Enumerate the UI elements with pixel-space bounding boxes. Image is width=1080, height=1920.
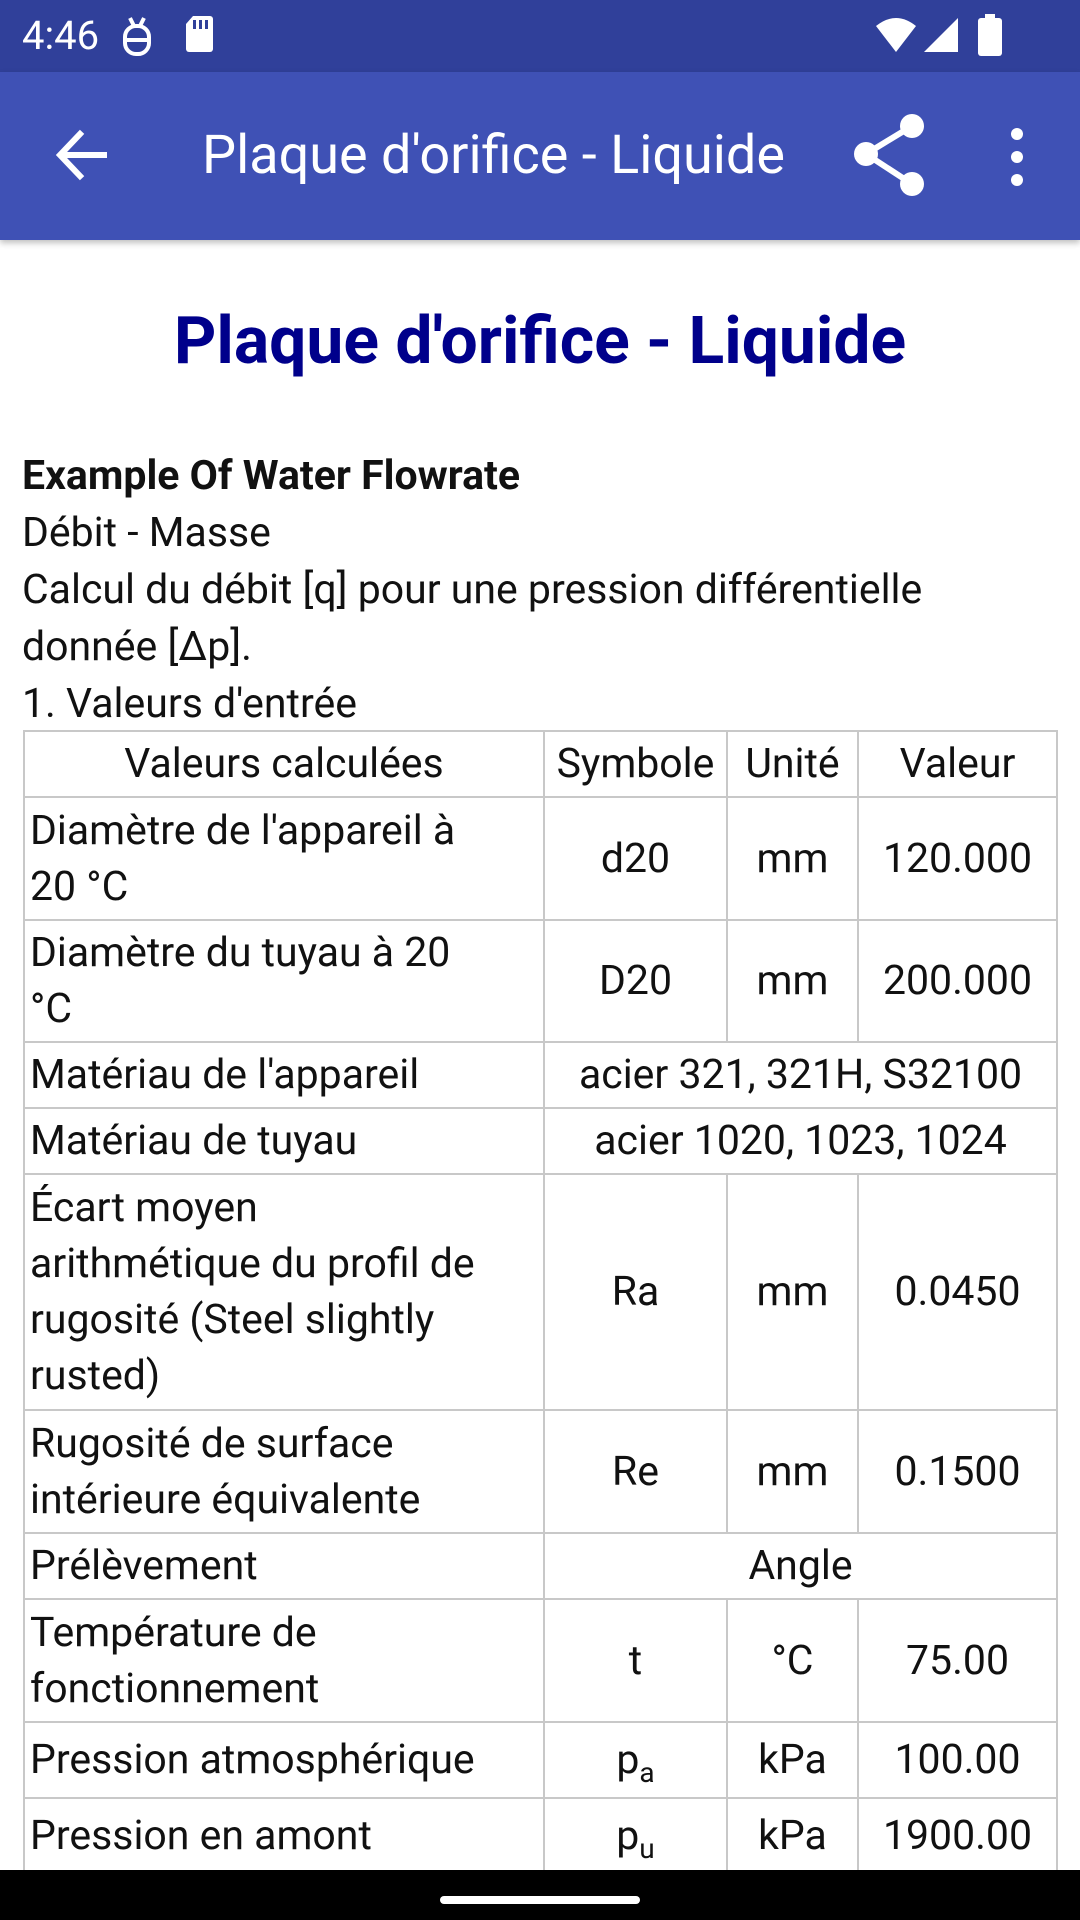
status-time: 4:46 [22, 12, 100, 59]
row-value: 0.1500 [858, 1410, 1057, 1533]
header-label: Valeurs calculées [24, 731, 544, 797]
description-line-2: donnée [Δp]. [22, 623, 252, 671]
row-unit: mm [727, 797, 858, 920]
row-unit: mm [727, 1410, 858, 1533]
row-value: Angle [544, 1533, 1057, 1599]
row-value: acier 1020, 1023, 1024 [544, 1108, 1057, 1174]
row-symbol: Ra [544, 1174, 727, 1410]
battery-icon [978, 14, 1002, 56]
row-label: Matériau de tuyau [24, 1108, 544, 1174]
row-label: Diamètre de l'appareil à 20 °C [24, 797, 544, 920]
debug-icon [122, 14, 152, 58]
row-value: 1900.00 [858, 1798, 1057, 1870]
example-title: Example Of Water Flowrate [22, 452, 521, 500]
row-label: Pression en amont [24, 1798, 544, 1870]
back-arrow-icon[interactable] [48, 122, 114, 188]
table-row [24, 1174, 1057, 1410]
row-value: 200.000 [858, 920, 1057, 1042]
row-label: Diamètre du tuyau à 20 °C [24, 920, 544, 1042]
table-header-row [24, 731, 1057, 797]
subtitle: Débit - Masse [22, 509, 271, 557]
row-symbol: $p_a$ [544, 1722, 727, 1798]
header-unit: Unité [727, 731, 858, 797]
header-value: Valeur [858, 731, 1057, 797]
section-label: 1. Valeurs d'entrée [22, 680, 357, 728]
more-options-icon[interactable] [1000, 126, 1034, 188]
description-line-1: Calcul du débit [q] pour une pression différentielle [22, 566, 923, 614]
status-bar [0, 0, 1080, 72]
cell-signal-icon [924, 16, 960, 54]
app-bar-title: Plaque d'orifice - Liquide [202, 124, 786, 187]
sd-card-icon [184, 14, 214, 54]
row-label: Écart moyen arithmétique du profil de rugosité (Steel slightly rusted) [24, 1174, 544, 1410]
share-icon[interactable] [852, 112, 924, 198]
wifi-icon [876, 16, 916, 54]
row-symbol: d20 [544, 797, 727, 920]
home-gesture-handle[interactable] [440, 1896, 640, 1904]
table-row [24, 1108, 1057, 1174]
table-row [24, 797, 1057, 920]
row-unit: °C [727, 1599, 858, 1722]
row-symbol: Re [544, 1410, 727, 1533]
row-unit: mm [727, 920, 858, 1042]
row-value: 120.000 [858, 797, 1057, 920]
row-symbol: D20 [544, 920, 727, 1042]
table-row [24, 1722, 1057, 1798]
row-unit: kPa [727, 1722, 858, 1798]
row-label: Température de fonctionnement [24, 1599, 544, 1722]
table-row [24, 1798, 1057, 1870]
row-unit: mm [727, 1174, 858, 1410]
input-values-table [23, 730, 1058, 1870]
row-label: Rugosité de surface intérieure équivalente [24, 1410, 544, 1533]
row-unit: kPa [727, 1798, 858, 1870]
header-symbol: Symbole [544, 731, 727, 797]
row-label: Prélèvement [24, 1533, 544, 1599]
content-area[interactable] [0, 240, 1080, 1870]
page-heading: Plaque d'orifice - Liquide [173, 303, 907, 380]
row-symbol: t [544, 1599, 727, 1722]
row-value: 75.00 [858, 1599, 1057, 1722]
table-row [24, 1410, 1057, 1533]
row-label: Matériau de l'appareil [24, 1042, 544, 1108]
row-symbol: $p_u$ [544, 1798, 727, 1870]
row-label: Pression atmosphérique [24, 1722, 544, 1798]
row-value: 0.0450 [858, 1174, 1057, 1410]
table-row [24, 1042, 1057, 1108]
table-row [24, 1599, 1057, 1722]
navigation-bar [0, 1870, 1080, 1920]
table-row [24, 1533, 1057, 1599]
table-row [24, 920, 1057, 1042]
row-value: 100.00 [858, 1722, 1057, 1798]
row-value: acier 321, 321H, S32100 [544, 1042, 1057, 1108]
